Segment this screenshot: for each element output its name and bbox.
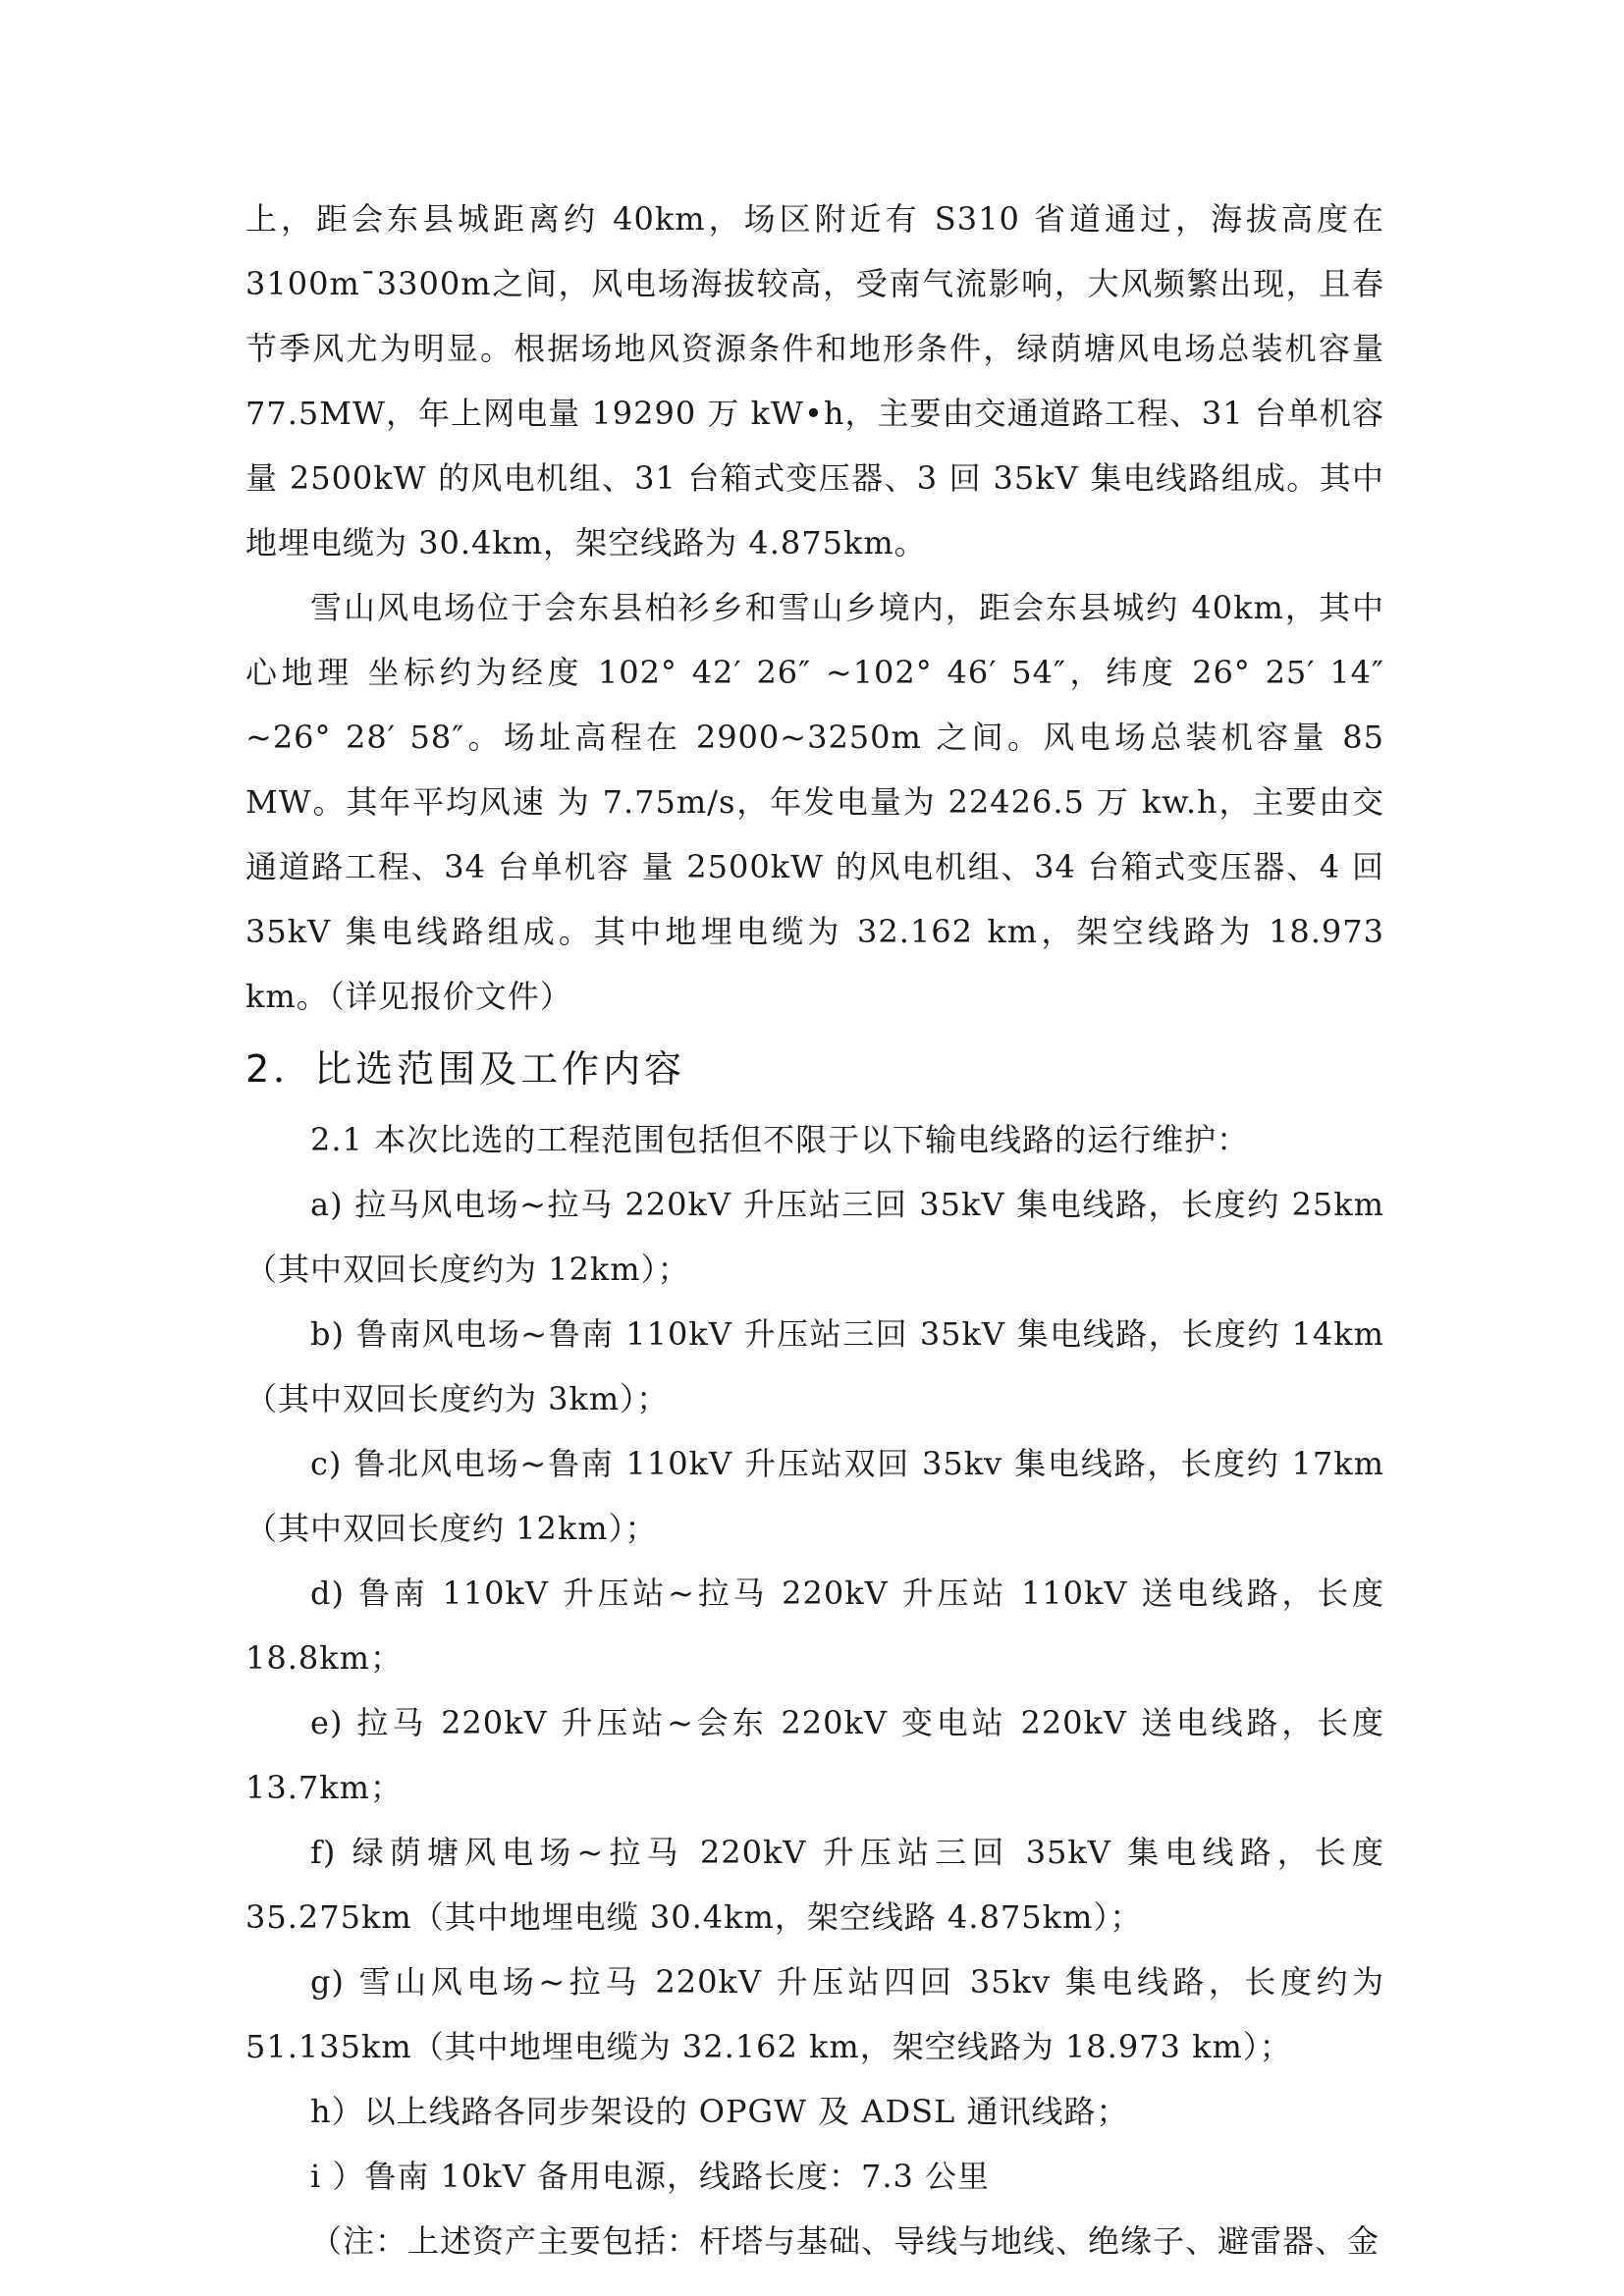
scope-item-e: e) 拉马 220kV 升压站~会东 220kV 变电站 220kV 送电线路，长度 13.7km； <box>245 1704 1384 1806</box>
scope-note: （注：上述资产主要包括：杆塔与基础、导线与地线、绝缘子、避雷器、金 <box>310 2222 1380 2260</box>
scope-item-a: a) 拉马风电场~拉马 220kV 升压站三回 35kV 集电线路，长度约 25km（其中双回长度约为 12km）； <box>245 1186 1384 1288</box>
section2-heading: 2．比选范围及工作内容 <box>245 1047 686 1091</box>
scope-item-c: c) 鲁北风电场~鲁南 110kV 升压站双回 35kv 集电线路，长度约 17km（其中双回长度约 12km）； <box>245 1445 1384 1547</box>
section1-paragraph-continued: 上，距会东县城距离约 40km，场区附近有 S310 省道通过，海拔高度在3100m¯3300m之间，风电场海拔较高，受南气流影响，大风频繁出现，且春节季风尤为明显。根据场地风资源条件和地形条件，绿荫塘风电场总装机容量 77.5MW，年上网电量 19290 万 kW•h，主要由交通道路工程、31 台单机容量 2500kW 的风电机组、31 台箱式变压器、3 回 35kV 集电线路组成。其中地埋电缆为 30.4km，架空线路为 4.875km。 <box>245 200 1384 561</box>
scope-item-d: d) 鲁南 110kV 升压站~拉马 220kV 升压站 110kV 送电线路，长度 18.8km； <box>245 1575 1384 1677</box>
scope-item-b: b) 鲁南风电场~鲁南 110kV 升压站三回 35kV 集电线路，长度约 14km（其中双回长度约为 3km）； <box>245 1315 1384 1417</box>
scope-item-f: f) 绿荫塘风电场~拉马 220kV 升压站三回 35kV 集电线路，长度 35.275km（其中地埋电缆 30.4km，架空线路 4.875km）； <box>245 1834 1384 1936</box>
section2-intro: 2.1 本次比选的工程范围包括但不限于以下输电线路的运行维护： <box>310 1121 1250 1158</box>
scope-item-g: g) 雪山风电场~拉马 220kV 升压站四回 35kv 集电线路，长度约为 51.135km（其中地埋电缆为 32.162 km，架空线路为 18.973 km）； <box>245 1963 1384 2065</box>
scope-item-i: i ）鲁南 10kV 备用电源，线路长度：7.3 公里 <box>310 2158 991 2195</box>
scope-item-h: h）以上线路各同步架设的 OPGW 及 ADSL 通讯线路； <box>310 2093 1129 2130</box>
section1-paragraph-xueshan: 雪山风电场位于会东县柏衫乡和雪山乡境内，距会东县城约 40km，其中心地理 坐标约为经度 102° 42′ 26″ ~102° 46′ 54″，纬度 26° 25′ 14″ ~26° 28′ 58″。场址高程在 2900~3250m 之间。风电场总装机容量 85 MW。其年平均风速 为 7.75m/s，年发电量为 22426.5 万 kw.h，主要由交通道路工程、34 台单机容 量 2500kW 的风电机组、34 台箱式变压器、4 回 35kV 集电线路组成。其中地埋电缆为 32.162 km，架空线路为 18.973 km。（详见报价文件） <box>245 589 1384 1015</box>
document-page <box>245 187 1384 2273</box>
